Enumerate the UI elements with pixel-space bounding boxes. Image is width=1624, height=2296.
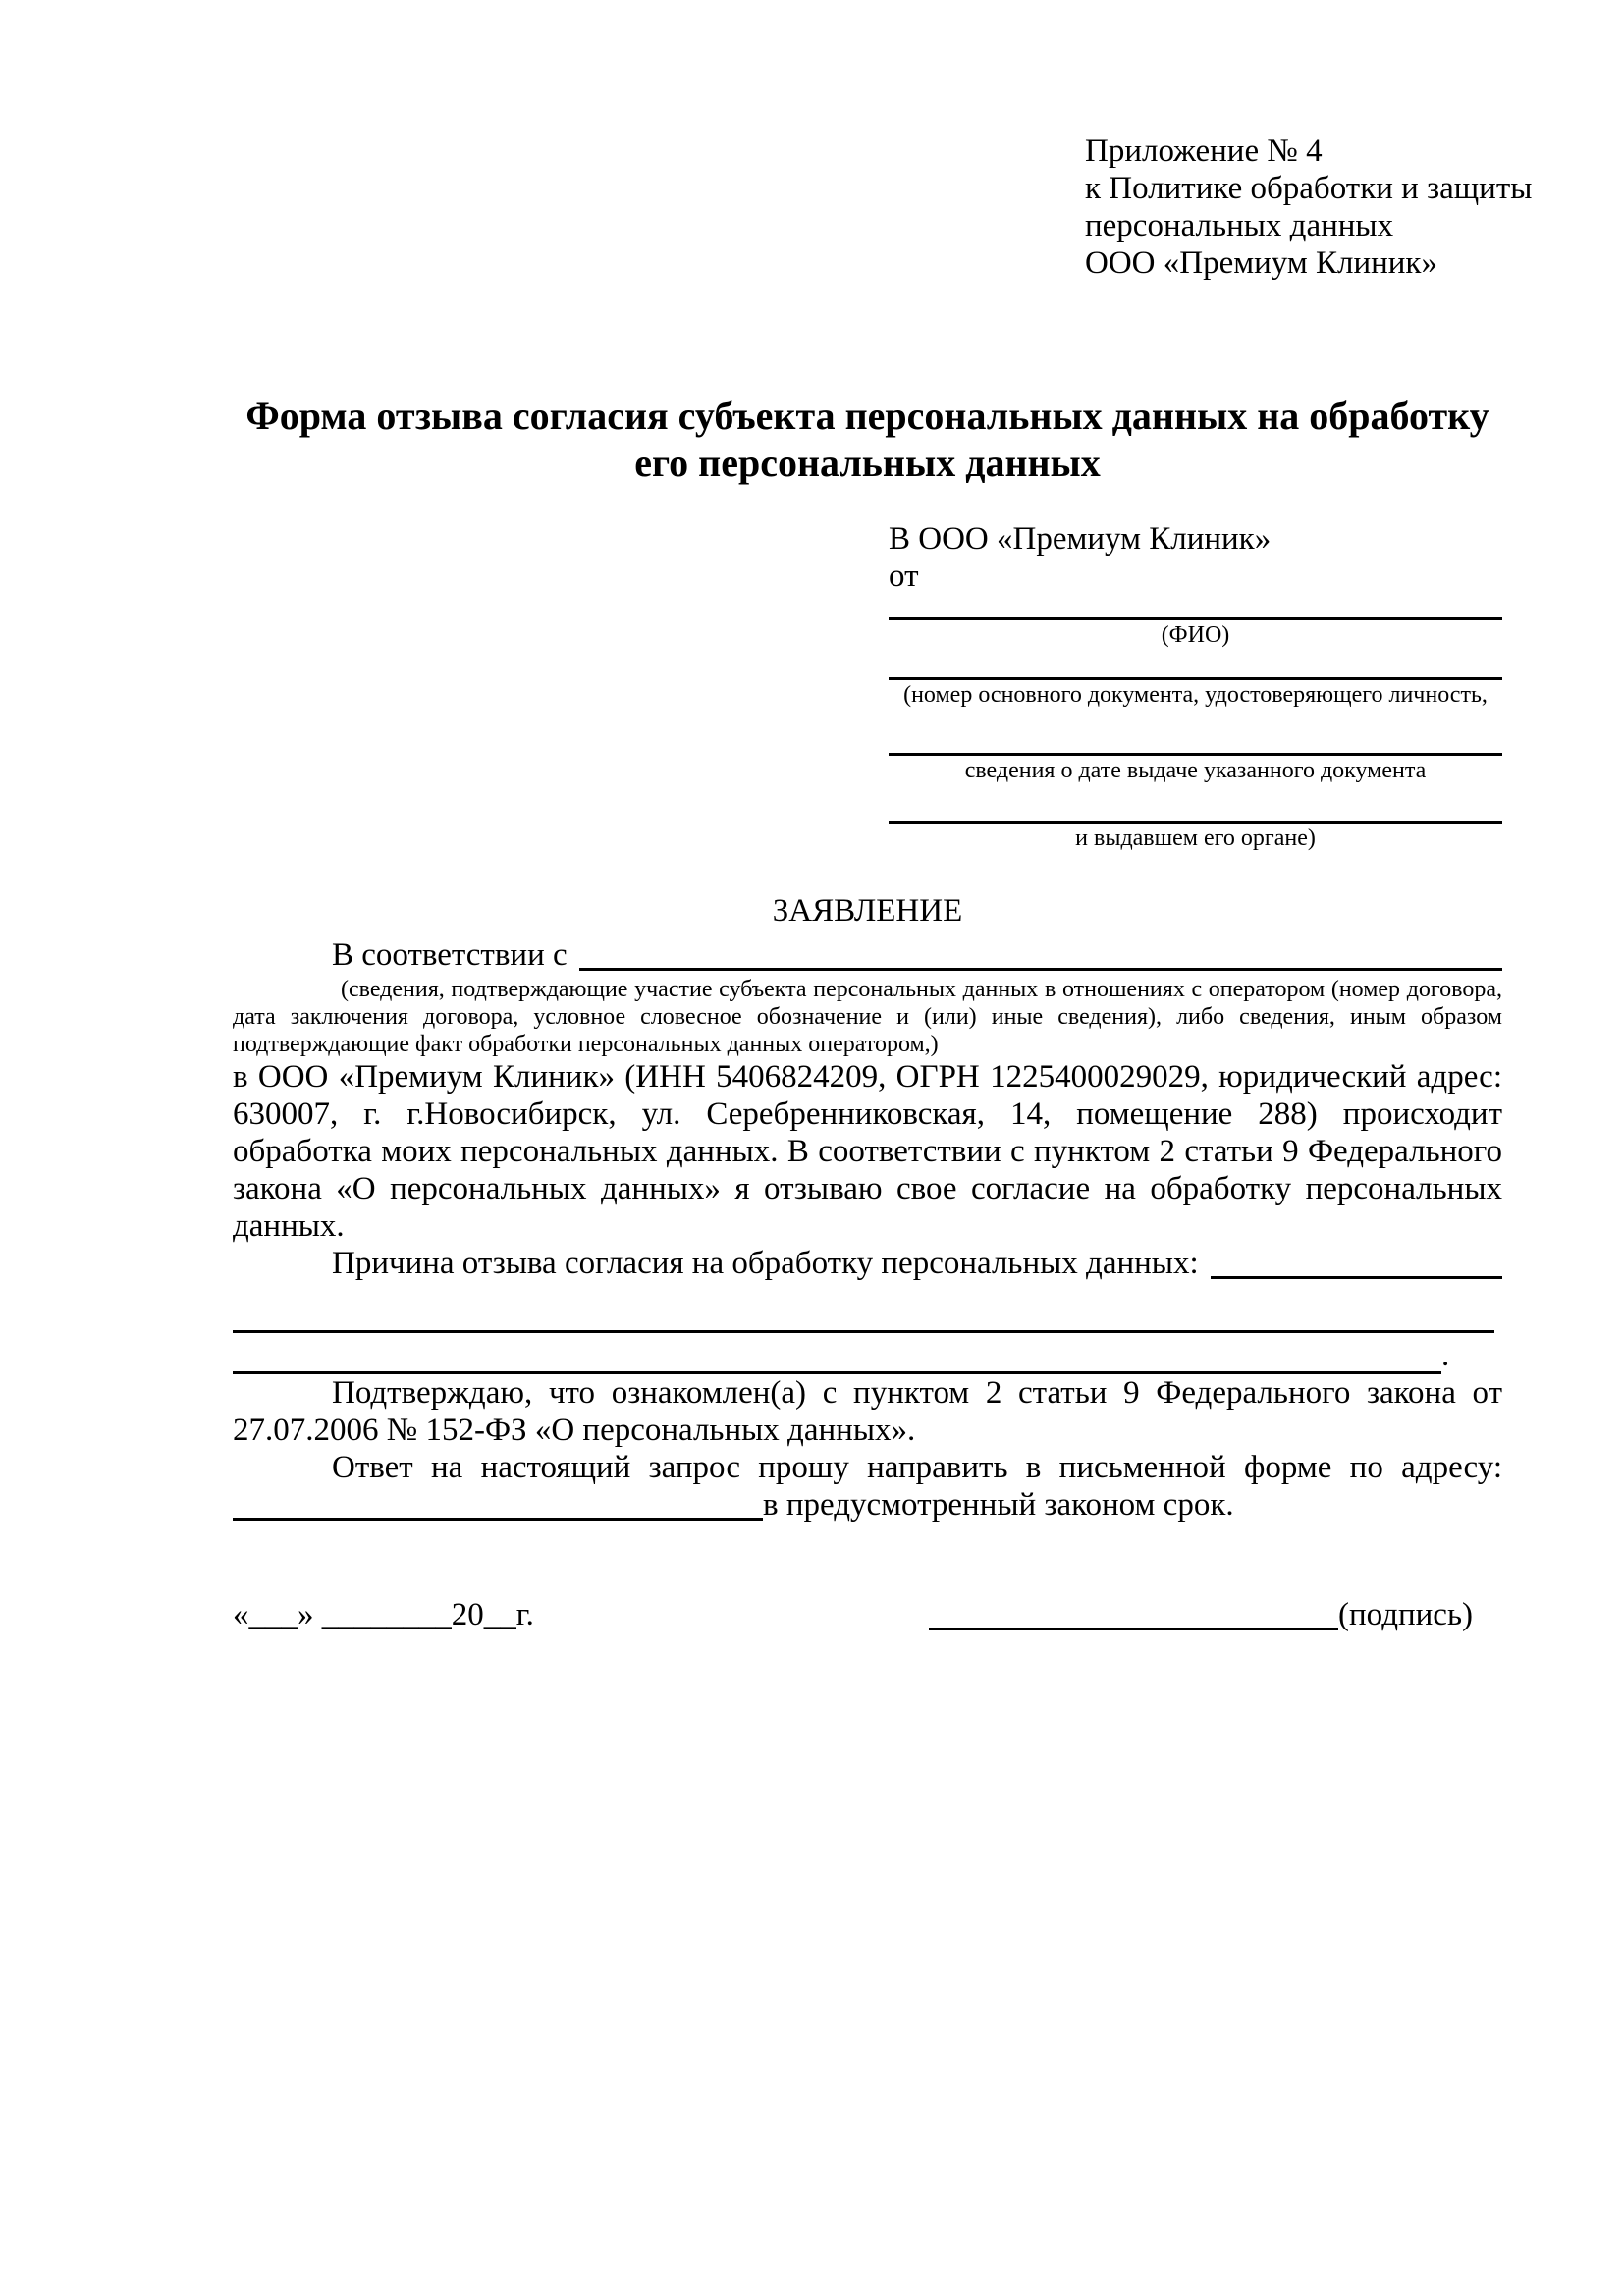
- appendix-line: персональных данных: [1085, 208, 1394, 243]
- statement-heading: ЗАЯВЛЕНИЕ: [772, 893, 963, 929]
- reason-field-line-3[interactable]: [233, 1337, 1441, 1374]
- addressee-block: [889, 520, 1502, 851]
- appendix-line: Приложение № 4: [1085, 133, 1323, 169]
- appendix-line: ООО «Премиум Клиник»: [1085, 245, 1437, 281]
- reason-period: .: [1441, 1338, 1450, 1373]
- addressee-from-label: от: [889, 559, 919, 594]
- reason-line-3-row: [233, 1337, 1502, 1374]
- reply-request-paragraph: Ответ на настоящий запрос прошу направить в письменной форме по адресу:: [332, 1450, 1502, 1485]
- signature-caption: (подпись): [1338, 1597, 1473, 1632]
- confirmation-paragraph: Подтверждаю, что ознакомлен(а) с пунктом 2 статьи 9 Федерального закона от 27.07.2006 № 152-ФЗ «О персональных данных».: [233, 1375, 1502, 1448]
- footer-row: [233, 1596, 1502, 1633]
- document-number-field-caption: (номер основного документа, удостоверяющего личность,: [903, 682, 1488, 708]
- document-title: Форма отзыва согласия субъекта персональных данных на обработку его персональных данных: [245, 394, 1489, 485]
- issue-date-field-caption: сведения о дате выдаче указанного документа: [964, 758, 1427, 783]
- reason-field-line-2[interactable]: [233, 1306, 1494, 1333]
- reason-prefix: Причина отзыва согласия на обработку персональных данных:: [332, 1246, 1199, 1281]
- basis-row: [233, 936, 1502, 974]
- issuing-authority-field-line[interactable]: [889, 783, 1502, 824]
- statement-body: в ООО «Премиум Клиник» (ИНН 5406824209, ОГРН 1225400029029, юридический адрес: 630007, г. г.Новосибирск, ул. Серебренниковская, 14, помещение 288) происходит обработка моих персональных данных. В соответствии с пунктом 2 статьи 9 Федерального закона «О персональных данных» я отзываю свое согласие на обработку персональных данных.: [233, 1059, 1502, 1244]
- basis-prefix: В соответствии с: [332, 937, 568, 973]
- fio-field-caption: (ФИО): [1161, 622, 1230, 648]
- signature-group: [929, 1596, 1473, 1633]
- basis-field-line[interactable]: [579, 936, 1502, 971]
- fio-field-line[interactable]: [889, 595, 1502, 620]
- date-field[interactable]: «___» ________20__г.: [233, 1597, 534, 1632]
- reply-suffix: в предусмотренный законом срок.: [763, 1487, 1234, 1522]
- addressee-to: В ООО «Премиум Клиник»: [889, 521, 1272, 557]
- reason-field-line[interactable]: [1211, 1245, 1502, 1279]
- appendix-header: [1085, 133, 1533, 282]
- appendix-line: к Политике обработки и защиты: [1085, 171, 1533, 206]
- reply-address-row: [233, 1486, 1502, 1523]
- reason-row: [233, 1245, 1502, 1282]
- issue-date-field-line[interactable]: [889, 708, 1502, 756]
- address-field-line[interactable]: [233, 1486, 763, 1521]
- issuing-authority-field-caption: и выдавшем его органе): [1075, 826, 1316, 851]
- signature-field-line[interactable]: [929, 1628, 1338, 1630]
- document-number-field-line[interactable]: [889, 648, 1502, 680]
- basis-note: (сведения, подтверждающие участие субъекта персональных данных в отношениях с оператором (номер договора, дата заключения договора, условное словесное обозначение и (или) иные сведения), либо сведения, иным образом подтверждающие факт обработки персональных данных оператором,): [233, 977, 1502, 1057]
